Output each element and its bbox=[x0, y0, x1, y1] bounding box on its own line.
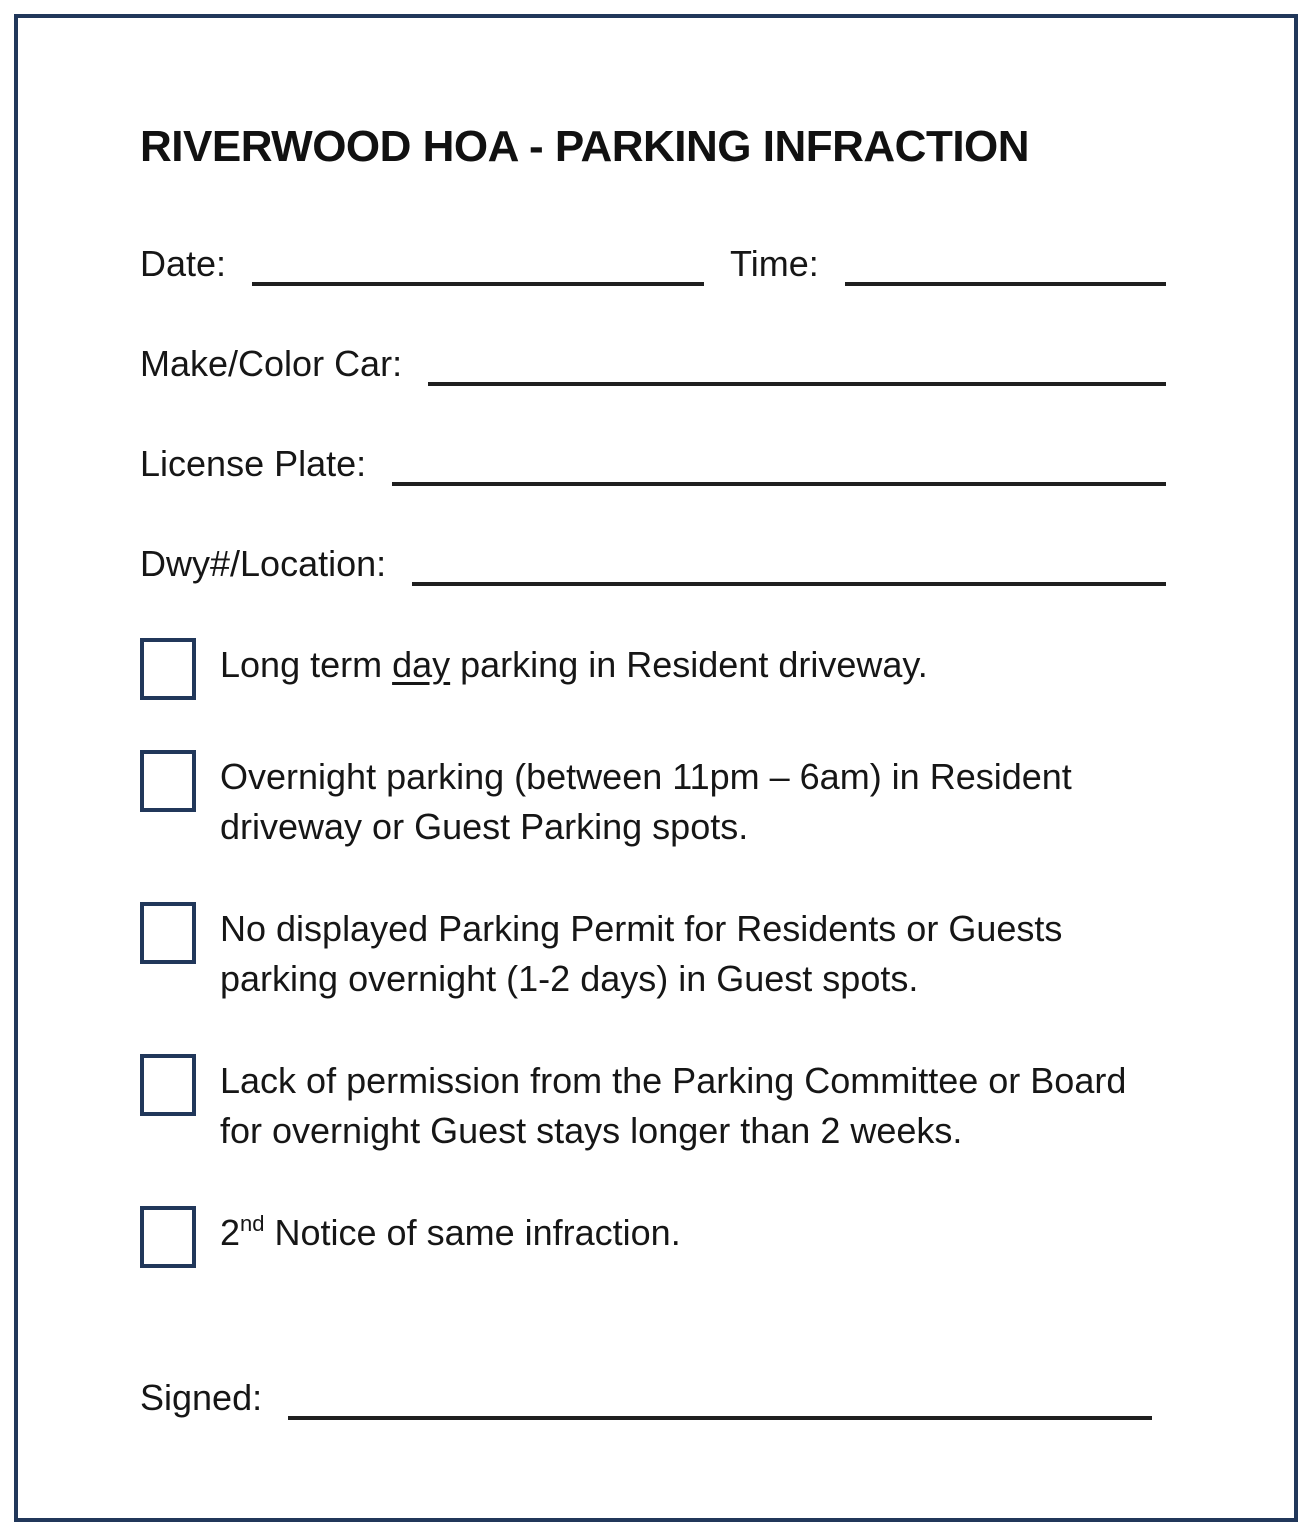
infraction-text-segment: 2 bbox=[220, 1212, 241, 1253]
signed-input-line[interactable] bbox=[288, 1382, 1152, 1420]
infraction-item-overnight-parking bbox=[140, 750, 1166, 852]
infraction-text-line: Overnight parking (between 11pm – 6am) in Resident bbox=[220, 756, 1072, 797]
infraction-text-segment: Notice of same infraction. bbox=[264, 1212, 681, 1253]
ordinal-superscript: nd bbox=[240, 1211, 265, 1236]
document-border-frame bbox=[14, 14, 1298, 1522]
infraction-text-line: No displayed Parking Permit for Residents or Guests bbox=[220, 908, 1063, 949]
infraction-item-no-permission bbox=[140, 1054, 1166, 1156]
infraction-item-no-permit bbox=[140, 902, 1166, 1004]
page-title: RIVERWOOD HOA - PARKING INFRACTION bbox=[140, 122, 1030, 171]
location-row bbox=[140, 542, 1166, 586]
time-label: Time: bbox=[730, 243, 819, 284]
location-input-line[interactable] bbox=[412, 548, 1166, 586]
infraction-text bbox=[220, 1206, 681, 1258]
infraction-checkbox[interactable] bbox=[140, 1054, 196, 1116]
license-plate-input-line[interactable] bbox=[392, 448, 1166, 486]
infraction-text-line: parking overnight (1-2 days) in Guest spots. bbox=[220, 958, 919, 999]
license-plate-label: License Plate: bbox=[140, 443, 367, 484]
infraction-text-line: for overnight Guest stays longer than 2 weeks. bbox=[220, 1110, 963, 1151]
infraction-text bbox=[220, 902, 1062, 1004]
infraction-text bbox=[220, 750, 1072, 852]
infraction-text-line: driveway or Guest Parking spots. bbox=[220, 806, 749, 847]
infraction-checkbox[interactable] bbox=[140, 902, 196, 964]
infraction-checkbox[interactable] bbox=[140, 1206, 196, 1268]
infraction-list bbox=[140, 638, 1166, 1268]
infraction-text bbox=[220, 638, 928, 690]
date-time-row bbox=[140, 242, 1166, 286]
infraction-text bbox=[220, 1054, 1126, 1156]
make-color-input-line[interactable] bbox=[428, 348, 1166, 386]
infraction-text-underlined: day bbox=[392, 644, 451, 685]
signed-row bbox=[140, 1376, 1166, 1420]
date-input-line[interactable] bbox=[252, 248, 704, 286]
infraction-item-long-term-day bbox=[140, 638, 1166, 700]
make-color-label: Make/Color Car: bbox=[140, 343, 403, 384]
time-input-line[interactable] bbox=[845, 248, 1166, 286]
infraction-text-line: Lack of permission from the Parking Committee or Board bbox=[220, 1060, 1127, 1101]
date-label: Date: bbox=[140, 243, 227, 284]
infraction-item-second-notice bbox=[140, 1206, 1166, 1268]
location-label: Dwy#/Location: bbox=[140, 543, 387, 584]
infraction-checkbox[interactable] bbox=[140, 750, 196, 812]
license-plate-row bbox=[140, 442, 1166, 486]
form-content bbox=[18, 18, 1294, 1518]
make-color-row bbox=[140, 342, 1166, 386]
infraction-text-segment: parking in Resident driveway. bbox=[450, 644, 928, 685]
infraction-text-segment: Long term bbox=[220, 644, 393, 685]
signed-label: Signed: bbox=[140, 1377, 263, 1418]
infraction-checkbox[interactable] bbox=[140, 638, 196, 700]
